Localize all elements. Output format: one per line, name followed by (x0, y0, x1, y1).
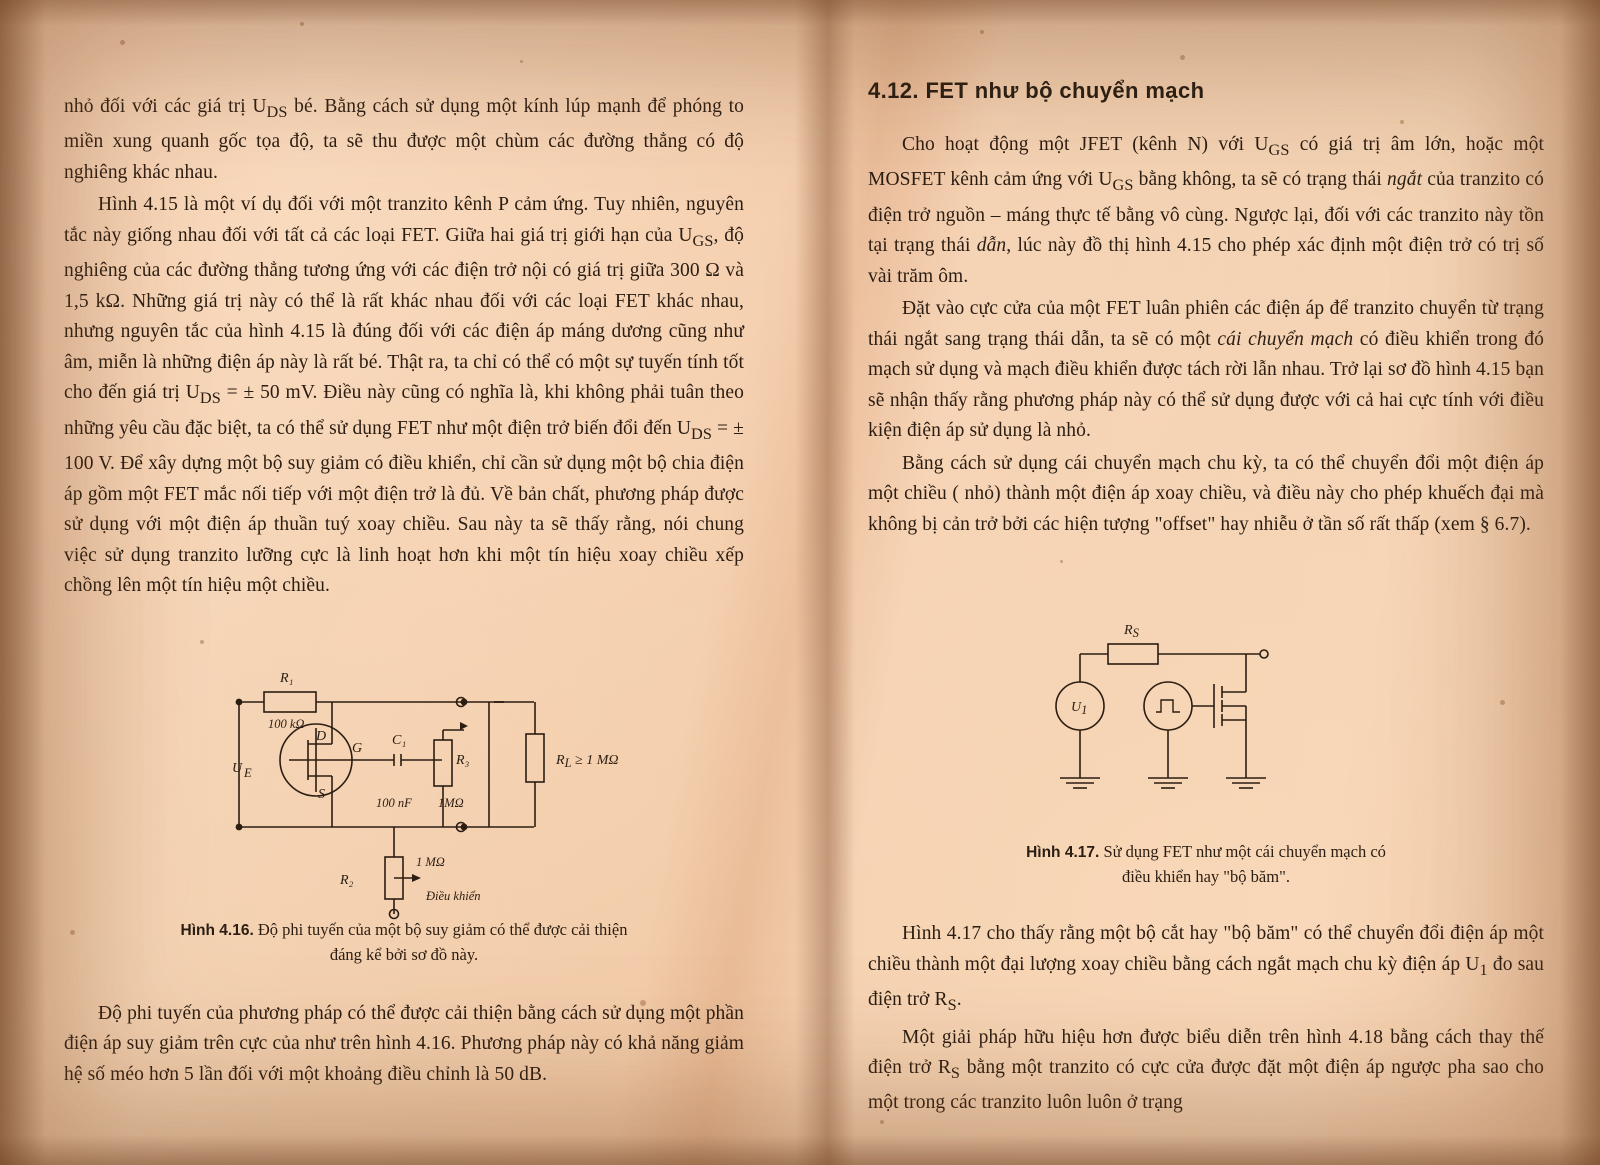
left-paragraph-2: Hình 4.15 là một ví dụ đối với một tranzito kênh P cảm ứng. Tuy nhiên, nguyên tắc này giống nhau đối với tất cả các loại FET. Giữa hai giá trị giới hạn của $U_{GS}$, độ nghiêng của các đường thẳng tương ứng với các điện trở nội có giá trị giữa 300 Ω và 1,5 kΩ. Những giá trị này có thể là rất khác nhau đối với các loại FET khác nhau, nhưng nguyên tắc của hình 4.15 là đúng đối với các điện áp máng dương cũng như âm, miễn là những điện áp này là rất bé. Thật ra, ta chỉ có thể có một sự tuyến tính tốt cho đến giá trị $U_{DS}$ = ± 50 mV. Điều này cũng có nghĩa là, khi không phải tuân theo những yêu cầu đặc biệt, ta có thể sử dụng FET như một điện trở biến đổi đến $U_{DS}$ = ± 100 V. Để xây dựng một bộ suy giảm có điều khiển, chỉ cần sử dụng một bộ chia điện áp gồm một FET mắc nối tiếp với một điện trở là đủ. Về bản chất, phương pháp được sử dụng với một điện áp thuần tuý xoay chiều. Sau này ta sẽ thấy rằng, nói chung việc sử dụng tranzito lưỡng cực là linh hoạt hơn khi một tín hiệu xoay chiều xếp chồng lên một tín hiệu một chiều. (64, 194, 744, 597)
figure-4-16-caption-line1: Độ phi tuyến của một bộ suy giảm có thể được cải thiện (257, 919, 628, 939)
section-heading: 4.12. FET như bộ chuyển mạch (868, 78, 1205, 103)
figure-4-16-number: Hình 4.16. (180, 921, 254, 939)
right-paragraph-2: Đặt vào cực cửa của một FET luân phiên các điện áp để tranzito chuyển từ trạng thái ngắt sang trạng thái dẫn, ta sẽ có một cái chuyển mạch có điều khiển trong đó mạch sử dụng và mạch điều khiển được tách rời lẫn nhau. Trở lại sơ đồ hình 4.15 bạn sẽ nhận thấy rằng phương pháp này có thể sử dụng được với cả hai cực tính với điều kiện điện áp sử dụng là nhỏ. (868, 298, 1544, 442)
svg-text:R₁: R₁ (280, 670, 294, 686)
page-edge-left (0, 0, 46, 1165)
svg-text:100 nF: 100 nF (376, 795, 412, 810)
svg-text:100 kΩ: 100 kΩ (268, 716, 305, 731)
page-edge-bottom (0, 1135, 1600, 1165)
left-paragraph-1: nhỏ đối với các giá trị $U_{DS}$ bé. Bằng cách sử dụng một kính lúp mạnh để phóng to miền xung quanh gốc tọa độ, ta sẽ thu được một chùm các đường thẳng có độ nghiêng khác nhau. (64, 96, 744, 183)
svg-text:R₃: R₃ (456, 752, 470, 768)
svg-text:C₁: C₁ (392, 732, 407, 748)
page-edge-right (1560, 0, 1600, 1165)
left-page (64, 92, 744, 1092)
svg-text:RL ≥ 1 MΩ: RL ≥ 1 MΩ (556, 752, 619, 770)
right-bottom-paragraph-2: Một giải pháp hữu hiệu hơn được biểu diễn trên hình 4.18 bằng cách thay thế điện trở $R_S$ bằng một tranzito có cực cửa được đặt một điện áp ngược pha sao cho một trong các tranzito luôn luôn ở trạng (868, 1026, 1544, 1114)
right-paragraph-3: Bằng cách sử dụng cái chuyển mạch chu kỳ, ta có thể chuyển đổi một điện áp một chiều ( nhỏ) thành một điện áp xoay chiều, và điều này cho phép khuếch đại mà không bị cản trở bởi các hiện tượng "offset" hay nhiễu ở tần số rất thấp (xem § 6.7). (868, 452, 1544, 535)
svg-text:1MΩ: 1MΩ (438, 795, 464, 810)
svg-text:U1: U1 (1071, 700, 1088, 718)
left-bottom-paragraph: Độ phi tuyến của phương pháp có thể được cải thiện bằng cách sử dụng một phần điện áp suy giảm trên cực của như trên hình 4.16. Phương pháp này có khả năng giảm hệ số méo hơn 5 lần đối với một khoảng điều chỉnh là 50 dB. (64, 1002, 744, 1085)
figure-4-17-caption-line1: Sử dụng FET như một cái chuyển mạch có (1103, 842, 1386, 862)
svg-text:Điều khiển: Điều khiển (426, 888, 481, 903)
svg-text:1 MΩ: 1 MΩ (416, 854, 445, 869)
figure-4-16 (64, 652, 744, 912)
figure-4-17 (868, 606, 1544, 836)
svg-text:RS: RS (1124, 623, 1139, 641)
svg-text:G: G (352, 740, 363, 756)
right-bottom-paragraph-1: Hình 4.17 cho thấy rằng một bộ cắt hay "bộ băm" có thể chuyển đổi điện áp một chiều thành một đại lượng xoay chiều bằng cách ngắt mạch chu kỳ điện áp $U_1$ đo sau điện trở $R_S$. (868, 923, 1545, 1015)
figure-4-16-caption-line2: đáng kể bởi sơ đồ này. (329, 944, 479, 964)
svg-text:D: D (316, 728, 327, 744)
figure-4-17-number: Hình 4.17. (1026, 844, 1100, 862)
right-paragraph-1: Cho hoạt động một JFET (kênh N) với $U_{GS}$ có giá trị âm lớn, hoặc một MOSFET kênh cảm ứng với $U_{GS}$ bằng không, ta sẽ có trạng thái ngắt của tranzito có điện trở nguồn – máng thực tế bằng vô cùng. Ngược lại, đối với các tranzito này tồn tại trạng thái dẫn, lúc này đồ thị hình 4.15 cho phép xác định một điện trở có trị số vài trăm ôm. (868, 134, 1544, 287)
book-gutter-shadow (795, 0, 855, 1165)
figure-4-17-caption-line2: điều khiển hay "bộ băm". (1122, 867, 1290, 887)
svg-text:R₂: R₂ (340, 872, 354, 888)
right-page (868, 78, 1544, 1121)
page-edge-top (0, 0, 1600, 26)
svg-text:E: E (244, 765, 252, 780)
svg-text:U: U (232, 760, 243, 776)
figure-4-16-caption (64, 918, 744, 967)
figure-4-17-caption (868, 840, 1544, 889)
svg-text:S: S (318, 786, 325, 802)
